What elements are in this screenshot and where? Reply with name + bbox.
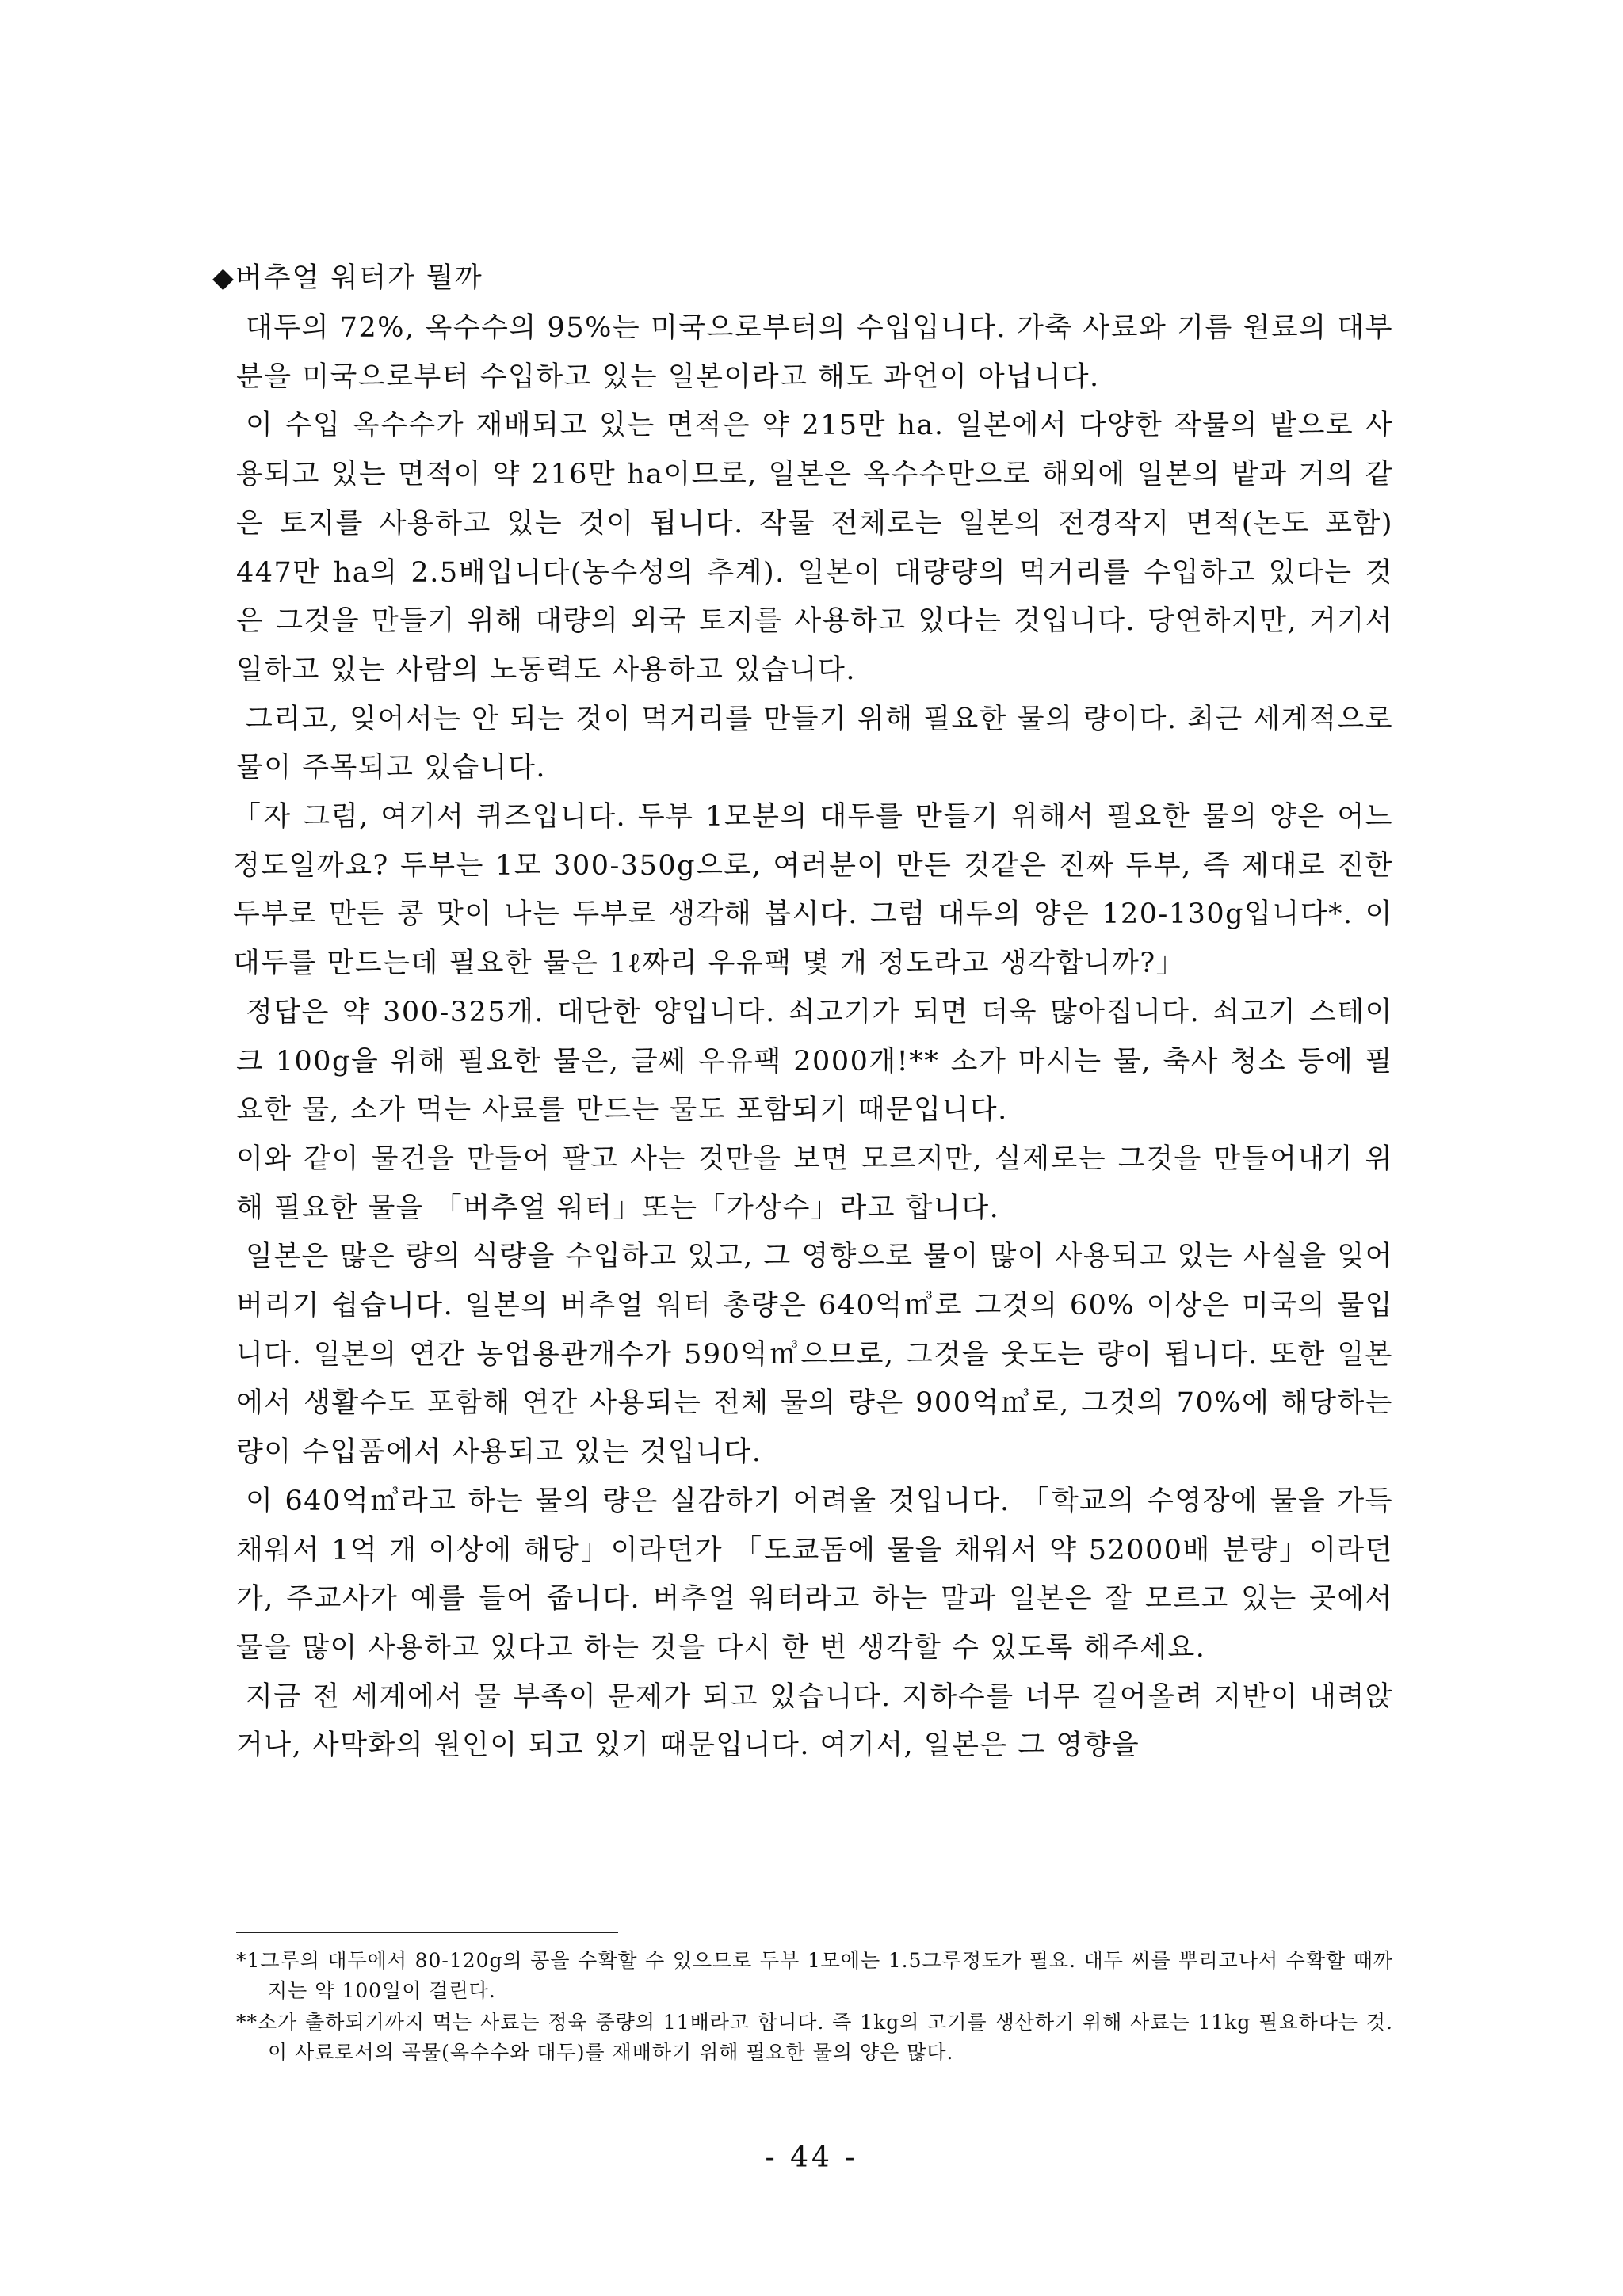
paragraph-quiz-answer: 정답은 약 300-325개. 대단한 양입니다. 쇠고기가 되면 더욱 많아집니다. 쇠고기 스테이크 100g을 위해 필요한 물은, 글쎄 우유팩 2000개!** 소가 마시는 물, 축사 청소 등에 필요한 물, 소가 먹는 사료를 만드는 물도 포함되기 때문입니다.	[236, 996, 1393, 1127]
paragraph-farmland-area: 이 수입 옥수수가 재배되고 있는 면적은 약 215만 ha. 일본에서 다양한 작물의 밭으로 사용되고 있는 면적이 약 216만 ha이므로, 일본은 옥수수만으로 해외에 일본의 밭과 거의 같은 토지를 사용하고 있는 것이 됩니다. 작물 전체로는 일본의 전경작지 면적(논도 포함) 447만 ha의 2.5배입니다(농수성의 추계). 일본이 대량량의 먹거리를 수입하고 있다는 것은 그것을 만들기 위해 대량의 외국 토지를 사용하고 있다는 것입니다. 당연하지만, 거기서 일하고 있는 사람의 노동력도 사용하고 있습니다.	[236, 410, 1393, 686]
paragraph-water-intro: 그리고, 잊어서는 안 되는 것이 먹거리를 만들기 위해 필요한 물의 량이다. 최근 세계적으로 물이 주목되고 있습니다.	[236, 703, 1393, 784]
paragraph-water-shortage: 지금 전 세계에서 물 부족이 문제가 되고 있습니다. 지하수를 너무 길어올려 지반이 내려앉거나, 사막화의 원인이 되고 있기 때문입니다. 여기서, 일본은 그 영향을	[236, 1680, 1393, 1762]
paragraph-virtual-water-definition: 이와 같이 물건을 만들어 팔고 사는 것만을 보면 모르지만, 실제로는 그것을 만들어내기 위해 필요한 물을 「버추얼 워터」또는「가상수」라고 합니다.	[236, 1142, 1393, 1224]
paragraph-import-share: 대두의 72%, 옥수수의 95%는 미국으로부터의 수입입니다. 가축 사료와 기름 원료의 대부분을 미국으로부터 수입하고 있는 일본이라고 해도 과언이 아닙니다.	[236, 312, 1393, 393]
paragraph-tofu-quiz: 「자 그럼, 여기서 퀴즈입니다. 두부 1모분의 대두를 만들기 위해서 필요한 물의 양은 어느 정도일까요? 두부는 1모 300-350g으로, 여러분이 만든 것같은 진짜 두부, 즉 제대로 진한 두부로 만든 콩 맛이 나는 두부로 생각해 봅시다. 그럼 대두의 양은 120-130g입니다*. 이 대두를 만드는데 필요한 물은 1ℓ짜리 우유팩 몇 개 정도라고 생각합니까?」	[233, 801, 1393, 980]
footnotes	[236, 1946, 1393, 2069]
paragraph-volume-comparison: 이 640억㎥라고 하는 물의 량은 실감하기 어려울 것입니다. 「학교의 수영장에 물을 가득 채워서 1억 개 이상에 해당」이라던가 「도쿄돔에 물을 채워서 약 52000배 분량」이라던가, 주교사가 예를 들어 줍니다. 버추얼 워터라고 하는 말과 일본은 잘 모르고 있는 곳에서 물을 많이 사용하고 있다고 하는 것을 다시 한 번 생각할 수 있도록 해주세요.	[236, 1485, 1393, 1664]
body-text	[233, 304, 1393, 1771]
footnote-soybean: *1그루의 대두에서 80-120g의 콩을 수확할 수 있으므로 두부 1모에는 1.5그루정도가 필요. 대두 씨를 뿌리고나서 수확할 때까지는 약 100일이 걸린다.	[236, 1949, 1393, 2002]
section-heading: ◆버추얼 워터가 뭘까	[212, 262, 483, 294]
paragraph-japan-virtual-water: 일본은 많은 량의 식량을 수입하고 있고, 그 영향으로 물이 많이 사용되고 있는 사실을 잊어버리기 쉽습니다. 일본의 버추얼 워터 총량은 640억㎥로 그것의 60% 이상은 미국의 물입니다. 일본의 연간 농업용관개수가 590억㎥으므로, 그것을 웃도는 량이 됩니다. 또한 일본에서 생활수도 포함해 연간 사용되는 전체 물의 량은 900억㎥로, 그것의 70%에 해당하는 량이 수입품에서 사용되고 있는 것입니다.	[236, 1241, 1393, 1469]
footnote-cattle-feed: **소가 출하되기까지 먹는 사료는 정육 중량의 11배라고 합니다. 즉 1kg의 고기를 생산하기 위해 사료는 11kg 필요하다는 것. 이 사료로서의 곡물(옥수수와 대두)를 재배하기 위해 필요한 물의 양은 많다.	[236, 2011, 1393, 2064]
page-number: - 44 -	[765, 2142, 858, 2174]
footnote-divider	[236, 1932, 618, 1933]
